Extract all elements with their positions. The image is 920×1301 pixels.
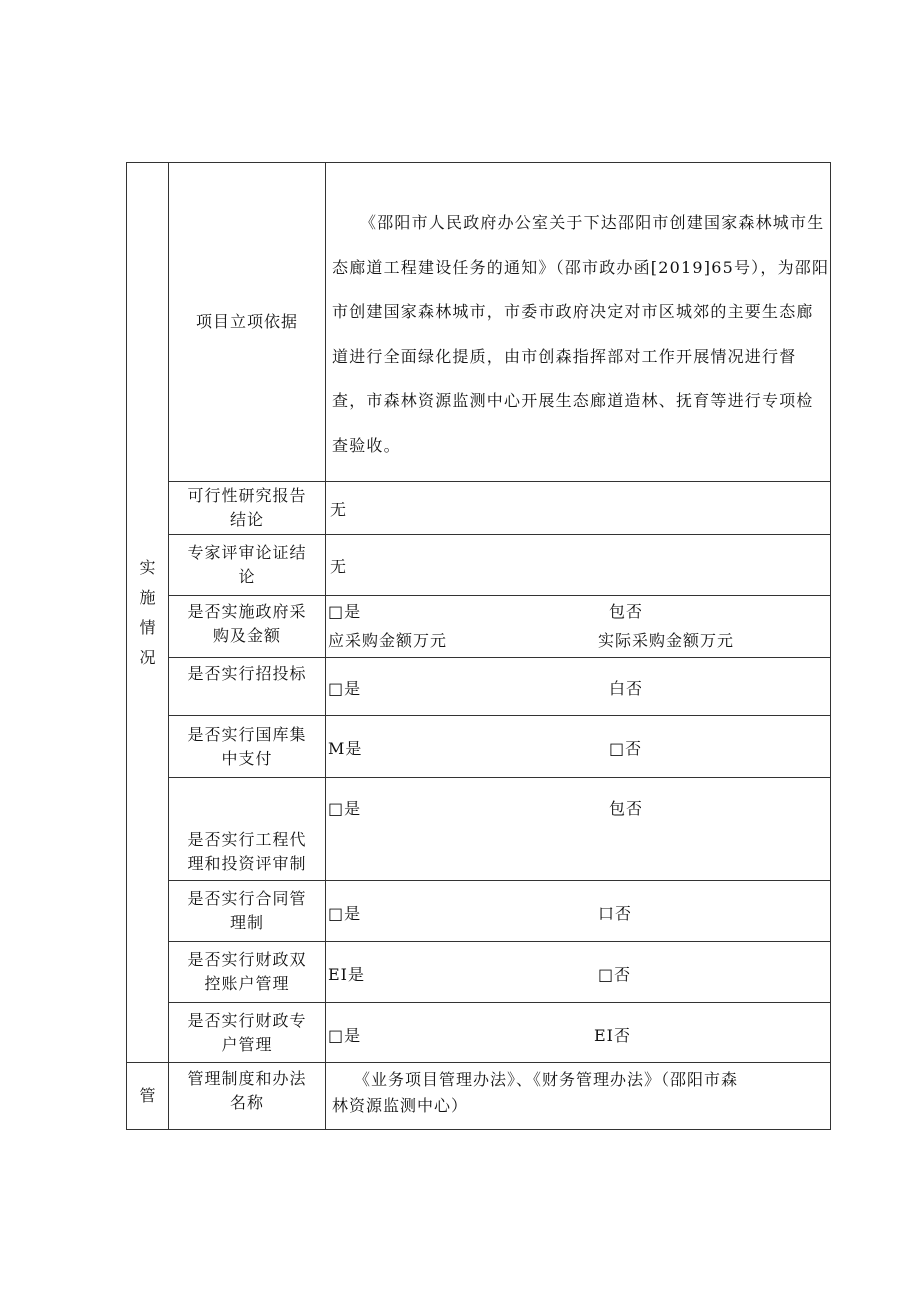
procurement-label-line1: 是否实施政府采	[187, 602, 307, 621]
treasury-options	[326, 716, 831, 778]
feasibility-label-line2: 结论	[229, 510, 264, 529]
contract-label-line2: 理制	[229, 913, 264, 932]
section-management: 管	[127, 1063, 169, 1130]
special-account-no-checkbox[interactable]: EI否	[594, 1026, 632, 1045]
expert-review-label-line2: 论	[238, 567, 256, 586]
management-rules-text	[326, 1063, 831, 1130]
contract-no-checkbox[interactable]: 口否	[598, 904, 633, 923]
special-account-options	[326, 1003, 831, 1063]
row-project-basis	[127, 163, 831, 482]
procurement-options	[326, 596, 831, 658]
treasury-label-line2: 中支付	[221, 748, 273, 768]
treasury-no-checkbox[interactable]: □否	[609, 739, 643, 758]
dual-control-options	[326, 942, 831, 1003]
row-special-account	[127, 1003, 831, 1063]
expert-review-label-line1: 专家评审论证结	[187, 543, 307, 562]
section-char: 情	[139, 617, 156, 637]
special-account-label-line2: 户管理	[221, 1034, 273, 1054]
engineering-options	[326, 778, 831, 881]
section-char: 施	[139, 587, 156, 607]
engineering-label-line2: 理和投资评审制	[187, 854, 307, 873]
row-engineering	[127, 778, 831, 881]
expert-review-label	[169, 535, 326, 596]
dual-control-label-line2: 控账户管理	[204, 974, 290, 993]
procurement-yes-checkbox[interactable]: □是	[328, 602, 362, 621]
treasury-label	[169, 716, 326, 778]
section-implementation	[127, 163, 169, 1063]
management-rules-label	[169, 1063, 326, 1130]
feasibility-label-line1: 可行性研究报告	[187, 486, 307, 505]
contract-yes-checkbox[interactable]: □是	[328, 904, 362, 923]
treasury-yes-checkbox[interactable]: M是	[328, 739, 363, 758]
contract-label-line1: 是否实行合同管	[187, 889, 307, 908]
procurement-planned-amount: 应采购金额万元	[328, 631, 448, 650]
bidding-yes-checkbox[interactable]: □是	[328, 679, 362, 698]
procurement-no-checkbox[interactable]: 包否	[609, 602, 644, 621]
dual-control-label	[169, 942, 326, 1003]
engineering-no-checkbox[interactable]: 包否	[609, 799, 644, 818]
special-account-label-line1: 是否实行财政专	[187, 1010, 307, 1030]
special-account-yes-checkbox[interactable]: □是	[328, 1026, 362, 1045]
management-rules-label-line1: 管理制度和办法	[187, 1069, 307, 1088]
management-rules-line1: 《业务项目管理办法》、《财务管理办法》（邵阳市森	[354, 1070, 739, 1089]
row-expert-review	[127, 535, 831, 596]
contract-label	[169, 881, 326, 942]
section-char: 实	[139, 557, 156, 577]
row-dual-control	[127, 942, 831, 1003]
special-account-label	[169, 1003, 326, 1063]
section-char: 况	[139, 647, 156, 667]
row-management-rules	[127, 1063, 831, 1130]
project-basis-text	[326, 163, 831, 482]
project-basis-label: 项目立项依据	[169, 163, 326, 482]
bidding-label: 是否实行招投标	[169, 658, 326, 716]
row-procurement	[127, 596, 831, 658]
engineering-yes-checkbox[interactable]: □是	[328, 799, 362, 818]
procurement-label	[169, 596, 326, 658]
feasibility-label	[169, 482, 326, 535]
dual-control-label-line1: 是否实行财政双	[187, 950, 307, 969]
row-feasibility	[127, 482, 831, 535]
bidding-options	[326, 658, 831, 716]
bidding-no-checkbox[interactable]: 白否	[609, 679, 644, 698]
contract-options	[326, 881, 831, 942]
procurement-actual-amount: 实际采购金额万元	[598, 631, 735, 650]
row-contract	[127, 881, 831, 942]
implementation-table	[126, 162, 831, 1130]
management-rules-line2: 林资源监测中心）	[332, 1096, 469, 1115]
row-bidding	[127, 658, 831, 716]
engineering-label	[169, 778, 326, 881]
engineering-label-line1: 是否实行工程代	[187, 830, 307, 849]
dual-control-no-checkbox[interactable]: □否	[598, 965, 632, 984]
feasibility-value: 无	[326, 482, 831, 535]
expert-review-value: 无	[326, 535, 831, 596]
dual-control-yes-checkbox[interactable]: EI是	[328, 965, 366, 984]
project-basis-content: 《邵阳市人民政府办公室关于下达邵阳市创建国家森林城市生态廊道工程建设任务的通知》（邵市政办函[2019]65号），为邵阳市创建国家森林城市，市委市政府决定对市区城郊的主要生态廊道进行全面绿化提质，由市创森指挥部对工作开展情况进行督查，市森林资源监测中心开展生态廊道造林、抚育等进行专项检查验收。	[332, 213, 830, 455]
procurement-label-line2: 购及金额	[212, 626, 281, 645]
row-treasury	[127, 716, 831, 778]
management-rules-label-line2: 名称	[229, 1093, 264, 1112]
treasury-label-line1: 是否实行国库集	[187, 724, 307, 744]
